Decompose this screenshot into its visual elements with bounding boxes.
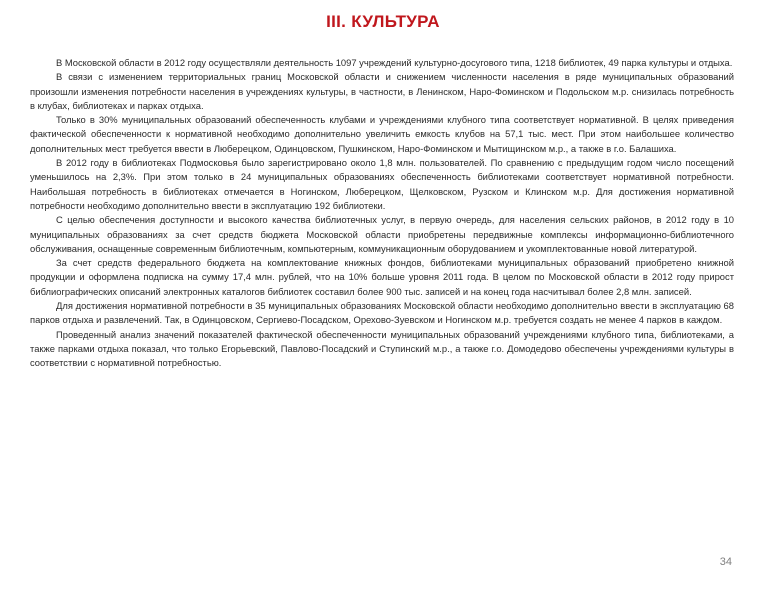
paragraph-institutions-count: В Московской области в 2012 году осуществляли деятельность 1097 учреждений культурно-досугового типа, 1218 библиотек, 49 парка культуры и отдыха. — [56, 57, 733, 68]
document-body — [30, 56, 734, 371]
paragraph-analysis-conclusion: Проведенный анализ значений показателей фактической обеспеченности муниципальных образований учреждениями клубного типа, библиотеками, а также парками отдыха показал, что только Егорьевский, Павлово-Посадский и Ступинский м.р., а также г.о. Домодедово обеспечены учреждениями культуры в соответствии с нормативной потребностью. — [30, 328, 734, 369]
paragraph-territorial-changes: В связи с изменением территориальных границ Московской области и снижением численности населения в ряде муниципальных образований произошли изменения потребности населения в учреждениях культуры, в частности, в Ленинском, Наро-Фоминском и Подольском м.р. снизилась потребность в клубах, библиотеках и парках отдыха. — [30, 71, 734, 111]
paragraph-federal-budget: За счет средств федерального бюджета на комплектование книжных фондов, библиотеками муниципальных образований приобретено книжной продукции и оформлена подписка на сумму 17,4 млн. рублей, что на 10% больше уровня 2011 года. В целом по Московской области в 2012 году прирост библиографических описаний электронных каталогов библиотек составил более 900 тыс. записей и на конец года насчитывал более 2,8 млн. записей. — [30, 257, 734, 297]
page-number: 34 — [719, 556, 732, 568]
paragraph-clubs: Только в 30% муниципальных образований обеспеченность клубами и учреждениями клубного типа соответствует нормативной. В целях приведения фактической обеспеченности к нормативной необходимо дополнительно увеличить емкость клубов на 57,1 тыс. мест. При этом наибольшее количество дополнительных мест требуется ввести в Люберецком, Одинцовском, Пушкинском, Наро-Фоминском и Мытищинском м.р., а также в г.о. Балашиха. — [30, 114, 734, 154]
paragraph-mobile-library-complexes: С целью обеспечения доступности и высокого качества библиотечных услуг, в первую очередь, для населения сельских районов, в 2012 году в 10 муниципальных образованиях за счет средств бюджета Московской области приобретены передвижные комплексы информационно-библиотечного обслуживания, оснащенные современным библиотечным, компьютерным, коммуникационным оборудованием и укомплектованные новой литературой. — [30, 214, 734, 254]
paragraph-libraries: В 2012 году в библиотеках Подмосковья было зарегистрировано около 1,8 млн. пользователей. По сравнению с предыдущим годом число посещений уменьшилось на 2,3%. При этом только в 24 муниципальных образованиях обеспеченность библиотеками соответствует нормативной потребности. Наибольшая потребность в библиотеках отмечается в Ногинском, Люберецком, Щелковском, Рузском и Клинском м.р. Для достижения нормативной потребности необходимо дополнительно ввести в эксплуатацию 192 библиотеки. — [30, 157, 734, 211]
page-title: III. КУЛЬТУРА — [326, 12, 440, 31]
paragraph-parks: Для достижения нормативной потребности в 35 муниципальных образованиях Московской области необходимо дополнительно ввести в эксплуатацию 68 парков отдыха и развлечений. Так, в Одинцовском, Сергиево-Посадском, Орехово-Зуевском и Ногинском м.р. требуется создать не менее 4 парков в каждом. — [30, 300, 734, 326]
